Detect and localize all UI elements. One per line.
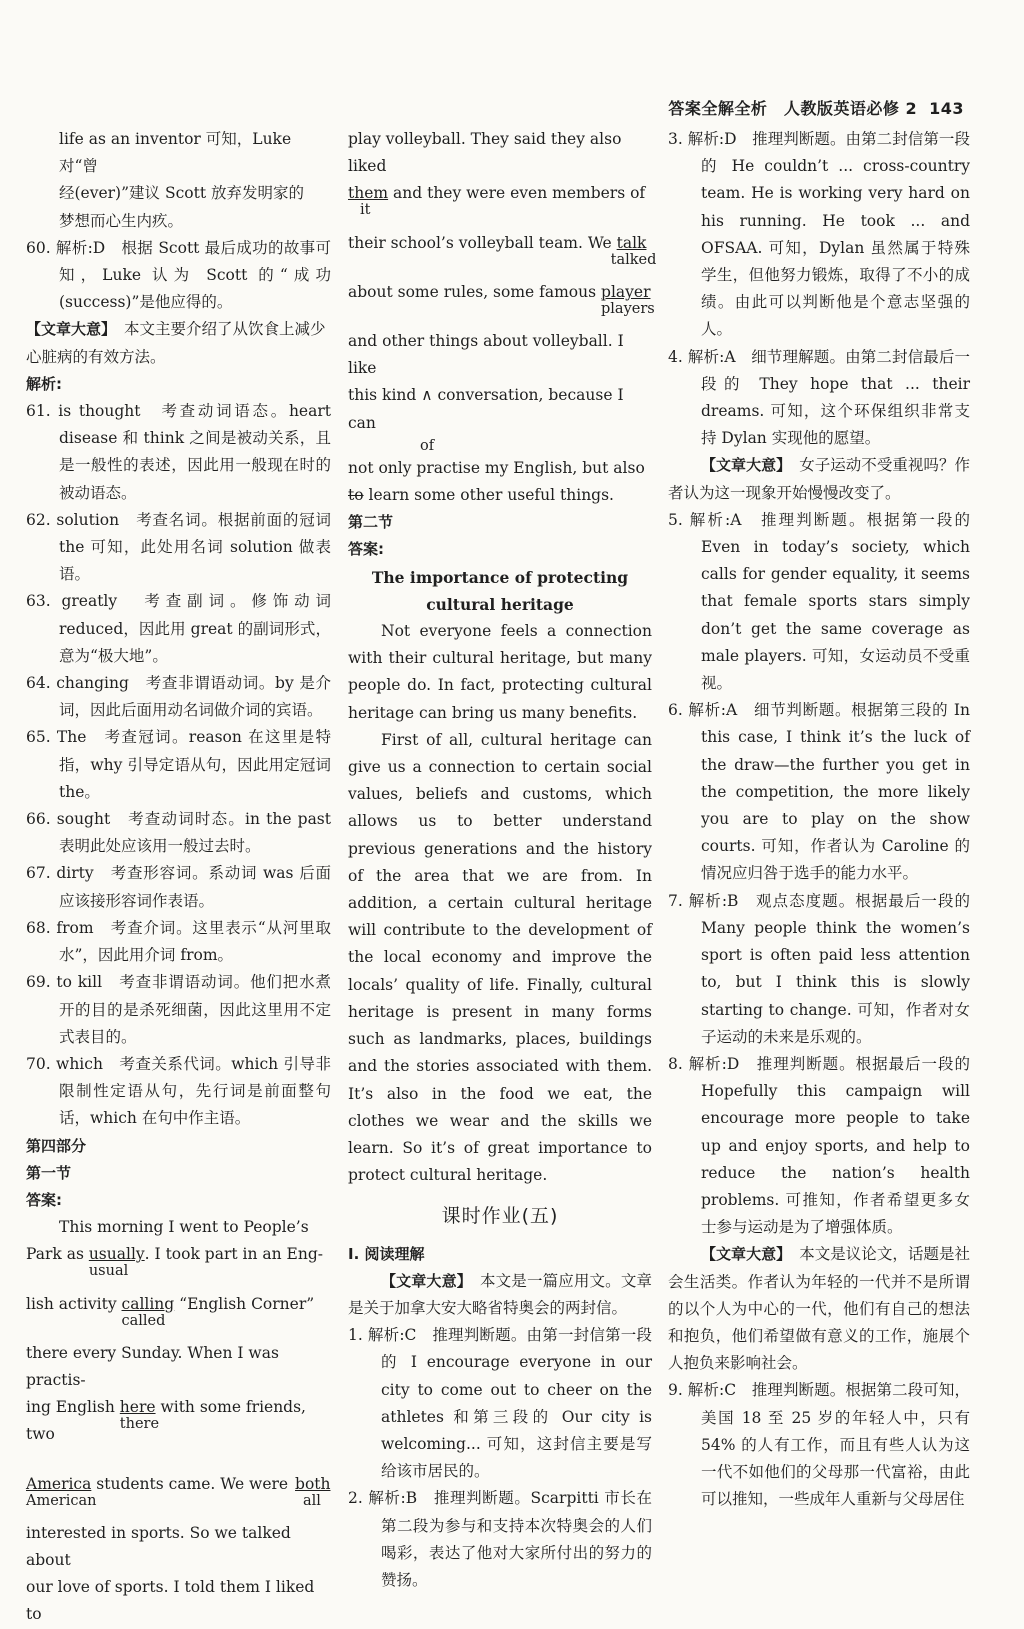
lesson-heading: 课时作业(五) <box>441 1205 559 1228</box>
correction: both all <box>295 1474 331 1509</box>
text-line: 梦想而心生内疚。 <box>59 211 184 230</box>
correction: player players <box>601 282 655 317</box>
answer-63: 63. greatly 考查副词。修饰动词 reduced，因此用 great 的副词形式，意为“极大地”。 <box>26 592 331 665</box>
essay-line: about some rules, some famous player players <box>348 279 652 306</box>
answer-64: 64. changing 考查非谓语动词。by 是介词，因此后面用动名词做介词的宾语。 <box>26 674 331 720</box>
answer-70: 70. which 考查关系代词。which 引导非限制性定语从句，先行词是前面整句话，which 在句中作主语。 <box>26 1054 331 1128</box>
essay-title: The importance of protecting <box>371 567 629 587</box>
essay-line: to learn some other useful things. <box>348 486 614 505</box>
essay-line: our love of sports. I told them I liked to <box>26 1578 315 1624</box>
part-heading: 第四部分 <box>26 1136 87 1155</box>
correction: here there <box>119 1398 160 1433</box>
answer-61: 61. is thought 考查动词语态。heart disease 和 think 之间是被动关系，且是一般性的表述，因此用一般现在时的被动语态。 <box>26 402 331 502</box>
summary: 【文章大意】 本文是一篇应用文。文章是关于加拿大安大略省特奥会的两封信。 <box>348 1271 652 1317</box>
correction: calling called <box>121 1294 175 1329</box>
answer-9: 9. 解析:C 推理判断题。根据第二段可知，美国 18 至 25 岁的年轻人中，只有 54% 的人有工作，而且有些人认为这一代不如他们的父母那一代富裕，由此可以推知，一些成年人重新与父母居住 <box>668 1381 970 1509</box>
answer-label: 答案: <box>348 540 384 559</box>
answer-1: 1. 解析:C 推理判断题。由第一封信第一段的 I encourage everyone in our city to come out to cheer on the athletes 和第三段的 Our city is welcoming... 可知，这封信主要是写给该市居民的。 <box>348 1326 652 1481</box>
essay-line: ing English here there with some friends, two <box>26 1394 331 1448</box>
answer-2: 2. 解析:B 推理判断题。Scarpitti 市长在第二段为参与和支持本次特奥会的人们喝彩，表达了他对大家所付出的努力的赞扬。 <box>348 1489 652 1589</box>
essay-line: them it and they were even members of <box>348 180 652 207</box>
analysis-label: 解析: <box>26 374 62 393</box>
summary: 【文章大意】 本文是议论文，话题是社会生活类。作者认为年轻的一代并不是所谓的以个人为中心的一代，他们有自己的想法和抱负，他们希望做有意义的工作，施展个人抱负来影响社会。 <box>668 1245 970 1373</box>
book-title: 答案全解全析 人教版英语必修 2 <box>668 99 918 118</box>
essay-line: and other things about volleyball. I like <box>348 332 624 378</box>
page-number: 143 <box>929 99 964 118</box>
correction: usually usual <box>88 1245 145 1280</box>
correction: them it <box>348 184 389 219</box>
answer-5: 5. 解析:A 推理判断题。根据第一段的 Even in today’s society, which calls for gender equality, it seems that female sports stars simply don’t get the same coverage as male players. 可知，女运动员不受重视。 <box>668 510 970 693</box>
answer-67: 67. dirty 考查形容词。系动词 was 后面应该接形容词作表语。 <box>26 864 331 910</box>
essay-line: play volleyball. They said they also liked <box>348 130 622 176</box>
answer-68: 68. from 考查介词。这里表示“从河里取水”，因此用介词 from。 <box>26 918 331 965</box>
correction-note: of <box>420 437 435 454</box>
section-heading: 第二节 <box>348 513 394 532</box>
text-line: 经(ever)”建议 Scott 放弃发明家的 <box>59 184 304 203</box>
essay-line: interested in sports. So we talked about <box>26 1523 291 1569</box>
column-middle <box>348 126 657 1594</box>
correction: talk talked <box>610 233 657 268</box>
essay-line: lish activity calling called “English Corner” <box>26 1291 331 1318</box>
answer-label: 答案: <box>26 1190 62 1209</box>
essay-line: this kind ∧ conversation, because I can <box>348 386 624 432</box>
answer-4: 4. 解析:A 细节理解题。由第二封信最后一段的 They hope that ... their dreams. 可知，这个环保组织非常支持 Dylan 实现他的愿望。 <box>668 347 970 448</box>
page-header <box>668 96 964 119</box>
reading-heading: Ⅰ. 阅读理解 <box>348 1244 425 1263</box>
column-right <box>668 126 970 1513</box>
answer-3: 3. 解析:D 推理判断题。由第二封信第一段的 He couldn’t ... cross-country team. He is working very hard on his running. He took ... and OFSAA. 可知，Dylan 虽然属于特殊学生，但他努力锻炼，取得了不小的成绩。由此可以判断他是个意志坚强的人。 <box>668 130 970 339</box>
essay-line: their school’s volleyball team. We talk talked <box>348 230 652 257</box>
essay-line: America American students came. We were both all <box>26 1471 331 1498</box>
answer-8: 8. 解析:D 推理判断题。根据最后一段的 Hopefully this campaign will encourage more people to take up and enjoy sports, and help to reduce the nation’s health problems. 可推知，作者希望更多女士参与运动是为了增强体质。 <box>668 1054 970 1237</box>
essay-paragraph: Not everyone feels a connection with their cultural heritage, but many people do. In fact, protecting cultural heritage can bring us many benefits. <box>348 622 652 722</box>
answer-62: 62. solution 考查名词。根据前面的冠词 the 可知，此处用名词 solution 做表语。 <box>26 510 331 584</box>
summary: 【文章大意】 女子运动不受重视吗？作者认为这一现象开始慢慢改变了。 <box>668 456 970 502</box>
summary-text: 本文主要介绍了从饮食上减少心脏病的有效方法。 <box>26 320 326 366</box>
essay-paragraph: First of all, cultural heritage can give us a connection to certain social values, beliefs and customs, which allows us to better understand previous generations and the history of the area that we are from. In addition, a certain cultural heritage will contribute to the development of the local economy and improve the locals’ quality of life. Finally, cultural heritage is present in many forms such as landmarks, places, buildings and the stories associated with them. It’s also in the food we eat, the clothes we wear and the skills we learn. So it’s of great importance to protect cultural heritage. <box>348 730 652 1185</box>
answer-6: 6. 解析:A 细节判断题。根据第三段的 In this case, I think it’s the luck of the draw—the further you get in the competition, the more likely you are to play on the show courts. 可知，作者认为 Caroline 的情况应归咎于选手的能力水平。 <box>668 701 970 883</box>
summary <box>26 316 331 370</box>
answer-66: 66. sought 考查动词时态。in the past 表明此处应该用一般过去时。 <box>26 810 331 856</box>
answer-7: 7. 解析:B 观点态度题。根据最后一段的 Many people think the women’s sport is often paid less attention to, but I think this is slowly starting to change. 可知，作者对女子运动的未来是乐观的。 <box>668 891 970 1046</box>
section-heading: 第一节 <box>26 1163 72 1182</box>
essay-line: Park as usually usual . I took part in an Eng- <box>26 1241 331 1268</box>
essay-line: there every Sunday. When I was practis- <box>26 1343 279 1389</box>
text-line: life as an inventor 可知，Luke 对“曾 <box>59 130 292 176</box>
column-left <box>26 126 331 1629</box>
essay-title: cultural heritage <box>426 594 574 614</box>
answer-65: 65. The 考查冠词。reason 在这里是特指，why 引导定语从句，因此用定冠词 the。 <box>26 728 331 801</box>
answer-60: 60. 解析:D 根据 Scott 最后成功的故事可知，Luke 认为 Scott 的“成功(success)”是他应得的。 <box>26 238 331 312</box>
summary-label: 【文章大意】 <box>26 320 109 339</box>
correction: America American <box>26 1474 97 1509</box>
answer-69: 69. to kill 考查非谓语动词。他们把水煮开的目的是杀死细菌，因此这里用不定式表目的。 <box>26 973 331 1046</box>
essay-line: This morning I went to People’s <box>59 1218 309 1237</box>
essay-line: not only practise my English, but also <box>348 458 645 477</box>
